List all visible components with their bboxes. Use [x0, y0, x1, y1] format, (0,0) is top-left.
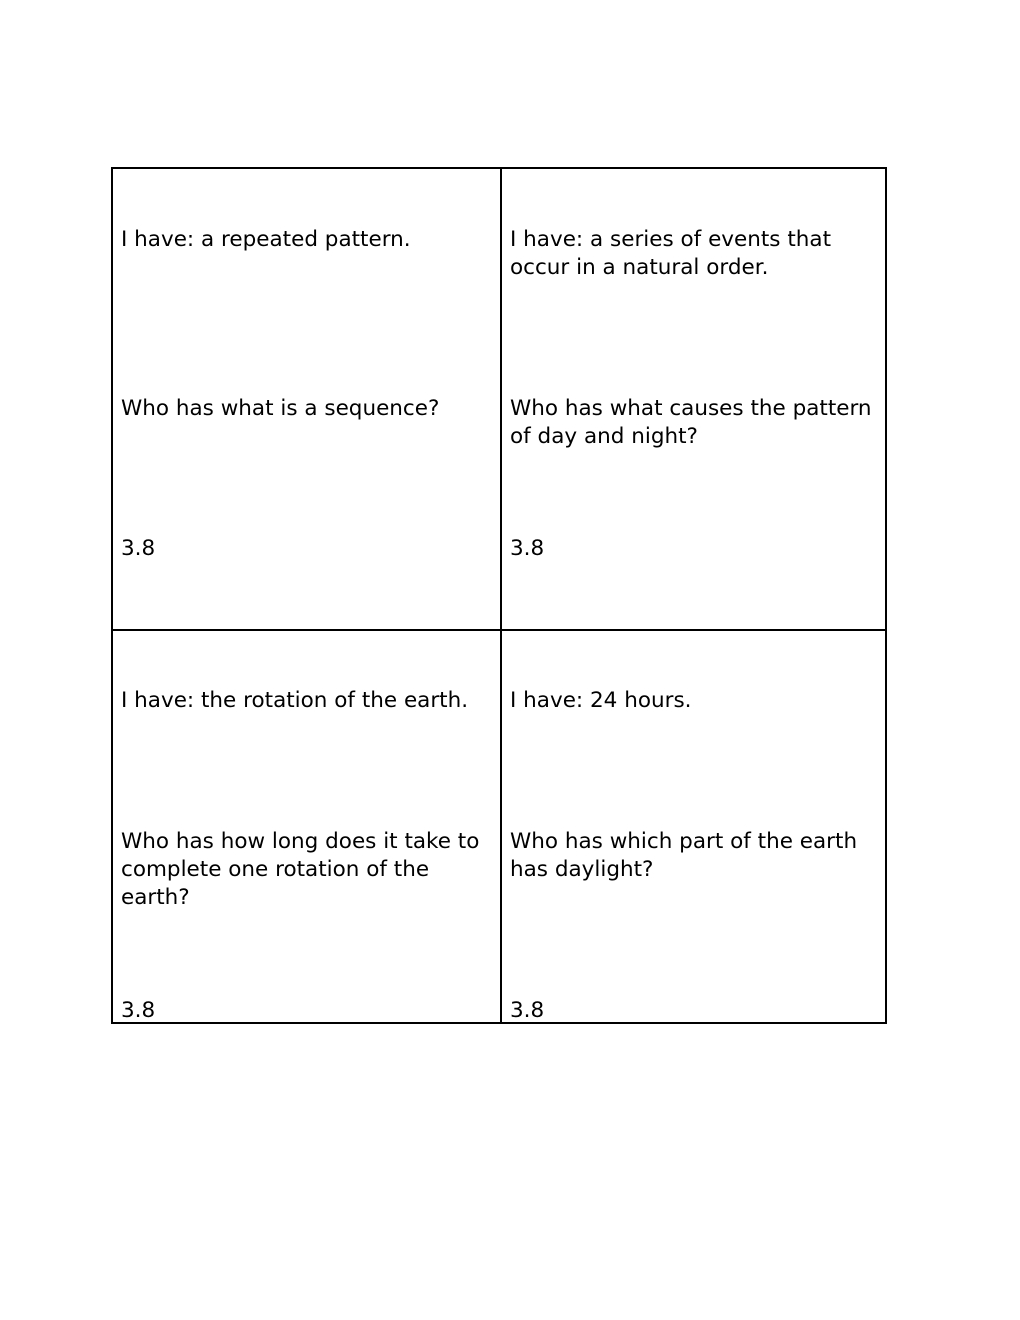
card-have-text: I have: a series of events that occur in a natural order. — [510, 227, 832, 280]
card-number: 3.8 — [510, 536, 545, 561]
card-who-text: Who has how long does it take to complete one rotation of the earth? — [121, 829, 480, 910]
card-who-text: Who has what is a sequence? — [121, 396, 440, 421]
card-have-text: I have: a repeated pattern. — [121, 227, 411, 252]
card-have-text: I have: the rotation of the earth. — [121, 688, 469, 713]
card-number: 3.8 — [121, 536, 156, 561]
card-who-text: Who has which part of the earth has daylight? — [510, 829, 858, 882]
card-bottom-left — [113, 631, 500, 1024]
card-top-right — [502, 169, 887, 629]
card-who-text: Who has what causes the pattern of day and night? — [510, 396, 872, 449]
card-number: 3.8 — [510, 998, 545, 1023]
card-top-left — [113, 169, 500, 629]
card-grid — [111, 167, 887, 1024]
card-number: 3.8 — [121, 998, 156, 1023]
card-have-text: I have: 24 hours. — [510, 688, 692, 713]
card-bottom-right — [502, 631, 887, 1024]
